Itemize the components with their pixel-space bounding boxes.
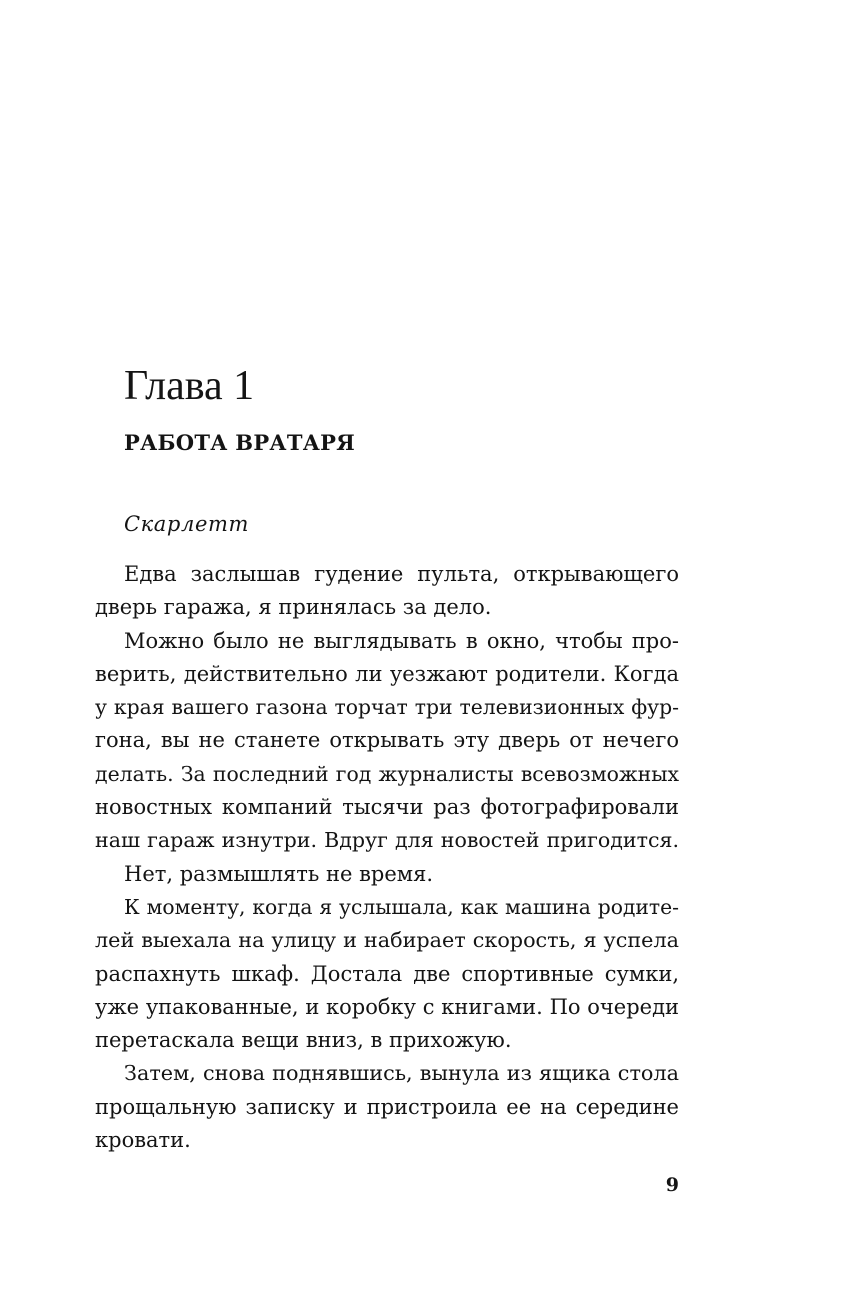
narrator-name: Скарлетт: [124, 512, 249, 536]
text-line: верить, действительно ли уезжают родители. Когда: [95, 661, 679, 686]
text-line: делать. За последний год журналисты всевозможных: [95, 761, 679, 786]
text-line: Можно было не выглядывать в окно, чтобы про-: [124, 628, 679, 653]
text-line: гона, вы не станете открывать эту дверь от нечего: [95, 728, 679, 753]
text-line: Едва заслышав гудение пульта, открывающего: [124, 562, 679, 586]
text-line: К моменту, когда я услышала, как машина родите-: [124, 894, 679, 919]
text-line: наш гараж изнутри. Вдруг для новостей пригодится.: [95, 828, 679, 853]
chapter-title: РАБОТА ВРАТАРЯ: [124, 430, 356, 455]
text-line: Нет, размышлять не время.: [124, 861, 434, 886]
text-line: у края вашего газона торчат три телевизионных фур-: [95, 695, 679, 720]
chapter-number: Глава 1: [124, 363, 255, 409]
body-text: [95, 558, 679, 1157]
page-number: 9: [665, 1174, 679, 1196]
text-line: новостных компаний тысячи раз фотографировали: [95, 795, 679, 820]
text-line: перетаскала вещи вниз, в прихожую.: [95, 1028, 512, 1053]
text-line: Затем, снова поднявшись, вынула из ящика стола: [124, 1061, 679, 1086]
text-line: кровати.: [95, 1128, 191, 1153]
text-line: дверь гаража, я принялась за дело.: [95, 595, 492, 620]
text-line: уже упакованные, и коробку с книгами. По очереди: [95, 994, 679, 1019]
text-line: распахнуть шкаф. Достала две спортивные сумки,: [95, 961, 679, 986]
text-line: прощальную записку и пристроила ее на середине: [95, 1094, 679, 1119]
text-line: лей выехала на улицу и набирает скорость, я успела: [95, 928, 679, 953]
